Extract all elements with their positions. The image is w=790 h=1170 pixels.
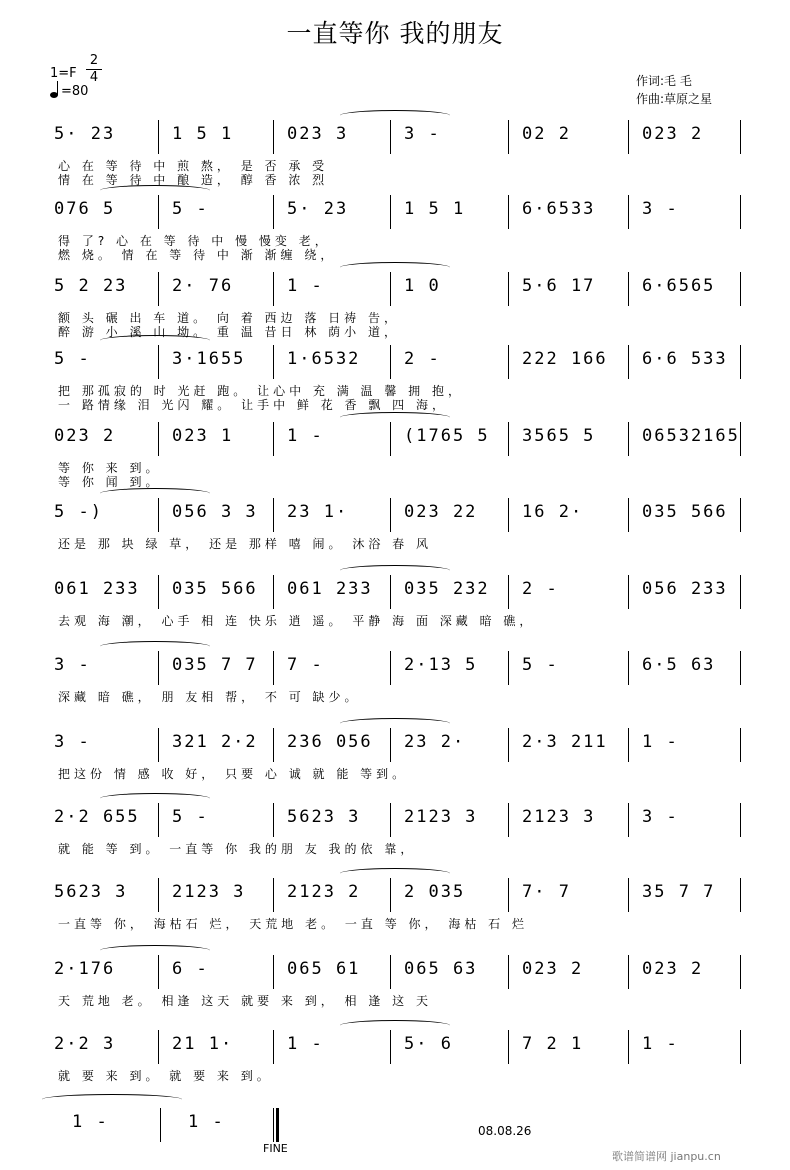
bar-line: [273, 878, 274, 912]
tie-arc: [42, 1094, 182, 1105]
tie-arc: [340, 718, 450, 729]
lyric-line-1: 心 在 等 待 中 煎 熬， 是 否 承 受: [58, 159, 329, 173]
measure: 222 166: [522, 349, 608, 369]
bar-line: [390, 422, 391, 456]
bar-line: [273, 803, 274, 837]
measure: 023 1: [172, 426, 234, 446]
measure: 16 2·: [522, 502, 584, 522]
song-title: 一直等你 我的朋友: [286, 19, 504, 48]
measure: 6·6565: [642, 276, 716, 296]
time-signature-bottom: 4: [89, 70, 99, 85]
fine-marking: FINE: [263, 1142, 288, 1155]
measure: 035 566: [642, 502, 728, 522]
lyric-line-2: 等 你 闻 到。: [58, 475, 162, 489]
measure: 5 -: [172, 199, 209, 219]
bar-line: [628, 575, 629, 609]
lyric-line-1: 一直等 你， 海枯石 烂， 天荒地 老。 一直 等 你， 海枯 石 烂: [58, 917, 528, 931]
bar-line: [390, 345, 391, 379]
measure: 023 3: [287, 124, 349, 144]
measure: 035 232: [404, 579, 490, 599]
measure: 7· 7: [522, 882, 571, 902]
final-bar-line-thin: [273, 1108, 274, 1142]
measure: 2 -: [522, 579, 559, 599]
bar-line: [740, 195, 741, 229]
lyric-line-2: 醉 游 小 溪 山 坳。 重 温 昔日 林 荫小 道，: [58, 325, 400, 339]
lyric-line-1: 还是 那 块 绿 草， 还是 那样 嘻 闹。 沐浴 春 风: [58, 537, 432, 551]
bar-line: [390, 955, 391, 989]
measure: 23 1·: [287, 502, 349, 522]
measure: 023 2: [54, 426, 116, 446]
bar-line: [508, 955, 509, 989]
measure: 2·2 3: [54, 1034, 116, 1054]
measure: 061 233: [287, 579, 373, 599]
measure: 3 -: [54, 732, 91, 752]
bar-line: [273, 651, 274, 685]
bar-line: [740, 1030, 741, 1064]
measure: 1·6532: [287, 349, 361, 369]
score-row: [40, 422, 752, 498]
measure: 056 233: [642, 579, 728, 599]
tempo-value: =80: [61, 84, 89, 99]
measure: 2123 3: [172, 882, 246, 902]
score-row: [40, 498, 752, 574]
measure: 23 2·: [404, 732, 466, 752]
measure: 023 22: [404, 502, 478, 522]
bar-line: [628, 120, 629, 154]
measure: 6 -: [172, 959, 209, 979]
lyric-line-1: 就 要 来 到。 就 要 来 到。: [58, 1069, 273, 1083]
measure: 035 7 7: [172, 655, 258, 675]
lyric-line-1: 得 了? 心 在 等 待 中 慢 慢变 老，: [58, 234, 331, 248]
tie-arc: [100, 335, 210, 346]
bar-line: [740, 878, 741, 912]
measure: 5 -: [172, 807, 209, 827]
bar-line: [628, 272, 629, 306]
tie-arc: [340, 110, 450, 121]
bar-line: [158, 422, 159, 456]
measure: 321 2·2: [172, 732, 258, 752]
measure: 076 5: [54, 199, 116, 219]
key-signature: 1=F: [50, 66, 77, 81]
lyric-line-1: 天 荒地 老。 相逢 这天 就要 来 到， 相 逢 这 天: [58, 994, 432, 1008]
bar-line: [273, 1030, 274, 1064]
measure: 7 -: [287, 655, 324, 675]
score-row: [40, 575, 752, 651]
final-measure-1: 1 -: [72, 1112, 109, 1132]
measure: 035 566: [172, 579, 258, 599]
bar-line: [273, 422, 274, 456]
measure: 065 63: [404, 959, 478, 979]
bar-line: [740, 345, 741, 379]
bar-line: [628, 422, 629, 456]
bar-line: [628, 498, 629, 532]
bar-line: [390, 803, 391, 837]
measure: 1 -: [287, 276, 324, 296]
lyric-line-1: 深藏 暗 礁， 朋 友相 帮， 不 可 缺少。: [58, 690, 361, 704]
score-row: [40, 195, 752, 271]
measure: 5623 3: [54, 882, 128, 902]
measure: 2123 3: [404, 807, 478, 827]
tie-arc: [340, 868, 450, 879]
tie-arc: [100, 185, 210, 196]
bar-line: [628, 803, 629, 837]
measure: 2· 76: [172, 276, 234, 296]
measure: (1765 5: [404, 426, 490, 446]
bar-line: [628, 878, 629, 912]
bar-line: [740, 120, 741, 154]
bar-line: [740, 651, 741, 685]
bar-line: [390, 651, 391, 685]
measure: 6·6533: [522, 199, 596, 219]
measure: 6·5 63: [642, 655, 716, 675]
bar-line: [508, 878, 509, 912]
final-bar-line-thick: [276, 1108, 279, 1142]
bar-line: [158, 195, 159, 229]
bar-line: [273, 120, 274, 154]
quarter-note-icon: [50, 92, 58, 98]
measure: 5623 3: [287, 807, 361, 827]
final-measure-2: 1 -: [188, 1112, 225, 1132]
measure: 023 2: [522, 959, 584, 979]
measure: 3 -: [404, 124, 441, 144]
bar-line: [740, 728, 741, 762]
measure: 5· 23: [54, 124, 116, 144]
bar-line: [508, 272, 509, 306]
lyric-line-1: 把这份 情 感 收 好， 只要 心 诚 就 能 等到。: [58, 767, 409, 781]
final-row: [40, 1108, 752, 1148]
tempo-marking: [50, 84, 88, 99]
measure: 2123 2: [287, 882, 361, 902]
measure: 2·3 211: [522, 732, 608, 752]
bar-line: [628, 728, 629, 762]
measure: 023 2: [642, 124, 704, 144]
score-row: [40, 345, 752, 421]
bar-line: [160, 1108, 161, 1142]
measure: 3565 5: [522, 426, 596, 446]
measure: 3·1655: [172, 349, 246, 369]
measure: 1 -: [642, 732, 679, 752]
bar-line: [740, 498, 741, 532]
bar-line: [273, 575, 274, 609]
lyric-line-1: 额 头 碾 出 车 道。 向 着 西边 落 日祷 告，: [58, 311, 400, 325]
measure: 1 -: [287, 1034, 324, 1054]
measure: 5· 23: [287, 199, 349, 219]
measure: 2·2 655: [54, 807, 140, 827]
measure: 21 1·: [172, 1034, 234, 1054]
bar-line: [508, 803, 509, 837]
score-row: [40, 878, 752, 954]
measure: 1 5 1: [172, 124, 234, 144]
bar-line: [628, 345, 629, 379]
tie-arc: [100, 945, 210, 956]
bar-line: [508, 651, 509, 685]
bar-line: [390, 878, 391, 912]
bar-line: [158, 728, 159, 762]
tie-arc: [100, 793, 210, 804]
measure: 2·176: [54, 959, 116, 979]
measure: 3 -: [642, 807, 679, 827]
tie-arc: [100, 641, 210, 652]
bar-line: [390, 728, 391, 762]
measure: 2 035: [404, 882, 466, 902]
bar-line: [508, 120, 509, 154]
bar-line: [508, 422, 509, 456]
lyric-line-1: 就 能 等 到。 一直等 你 我的朋 友 我的依 靠，: [58, 842, 417, 856]
site-watermark: 歌谱简谱网 jianpu.cn: [612, 1150, 721, 1163]
bar-line: [273, 498, 274, 532]
bar-line: [273, 728, 274, 762]
measure: 06532165: [642, 426, 740, 446]
bar-line: [628, 195, 629, 229]
bar-line: [158, 651, 159, 685]
bar-line: [628, 651, 629, 685]
bar-line: [158, 955, 159, 989]
bar-line: [740, 803, 741, 837]
bar-line: [273, 345, 274, 379]
bar-line: [740, 575, 741, 609]
tie-arc: [100, 488, 210, 499]
measure: 2 -: [404, 349, 441, 369]
bar-line: [158, 878, 159, 912]
lyric-line-1: 等 你 来 到。: [58, 461, 162, 475]
bar-line: [158, 498, 159, 532]
measure: 5· 6: [404, 1034, 453, 1054]
bar-line: [390, 195, 391, 229]
lyric-line-1: 去观 海 潮， 心手 相 连 快乐 逍 遥。 平静 海 面 深藏 暗 礁，: [58, 614, 536, 628]
measure: 2·13 5: [404, 655, 478, 675]
bar-line: [273, 272, 274, 306]
measure: 1 0: [404, 276, 441, 296]
bar-line: [158, 272, 159, 306]
bar-line: [158, 345, 159, 379]
lyric-line-2: 情 在 等 待 中 酿 造， 醇 香 浓 烈: [58, 173, 329, 187]
measure: 02 2: [522, 124, 571, 144]
lyric-line-2: 燃 烧。 情 在 等 待 中 渐 渐缠 绕，: [58, 248, 337, 262]
bar-line: [740, 272, 741, 306]
date-stamp: 08.08.26: [478, 1124, 532, 1138]
measure: 236 056: [287, 732, 373, 752]
measure: 2123 3: [522, 807, 596, 827]
measure: 1 -: [287, 426, 324, 446]
lyric-line-2: 一 路情缘 泪 光闪 耀。 让手中 鲜 花 香 飘 四 海，: [58, 398, 448, 412]
composer-credit: 作曲:草原之星: [636, 92, 713, 106]
measure: 3 -: [642, 199, 679, 219]
bar-line: [508, 498, 509, 532]
bar-line: [740, 955, 741, 989]
bar-line: [158, 120, 159, 154]
tie-arc: [340, 1020, 450, 1031]
measure: 023 2: [642, 959, 704, 979]
measure: 35 7 7: [642, 882, 716, 902]
measure: 6·6 533: [642, 349, 728, 369]
tie-arc: [340, 412, 450, 423]
bar-line: [158, 575, 159, 609]
time-signature: [86, 54, 102, 85]
lyricist-credit: 作词:毛 毛: [636, 74, 692, 88]
lyric-line-1: 把 那孤寂的 时 光赶 跑。 让心中 充 满 温 馨 拥 抱，: [58, 384, 464, 398]
bar-line: [273, 955, 274, 989]
bar-line: [508, 345, 509, 379]
measure: 7 2 1: [522, 1034, 584, 1054]
bar-line: [158, 803, 159, 837]
measure: 065 61: [287, 959, 361, 979]
bar-line: [628, 1030, 629, 1064]
bar-line: [628, 955, 629, 989]
bar-line: [390, 120, 391, 154]
bar-line: [508, 575, 509, 609]
bar-line: [273, 195, 274, 229]
bar-line: [508, 1030, 509, 1064]
score-row: [40, 651, 752, 727]
bar-line: [390, 498, 391, 532]
tie-arc: [340, 565, 450, 576]
measure: 3 -: [54, 655, 91, 675]
bar-line: [390, 575, 391, 609]
measure: 5 2 23: [54, 276, 128, 296]
measure: 5 -): [54, 502, 103, 522]
measure: 1 -: [642, 1034, 679, 1054]
measure: 056 3 3: [172, 502, 258, 522]
measure: 5 -: [522, 655, 559, 675]
bar-line: [158, 1030, 159, 1064]
measure: 061 233: [54, 579, 140, 599]
measure: 5·6 17: [522, 276, 596, 296]
bar-line: [508, 728, 509, 762]
measure: 1 5 1: [404, 199, 466, 219]
measure: 5 -: [54, 349, 91, 369]
bar-line: [390, 1030, 391, 1064]
bar-line: [508, 195, 509, 229]
bar-line: [740, 422, 741, 456]
tie-arc: [340, 262, 450, 273]
bar-line: [390, 272, 391, 306]
time-signature-top: 2: [89, 53, 99, 68]
